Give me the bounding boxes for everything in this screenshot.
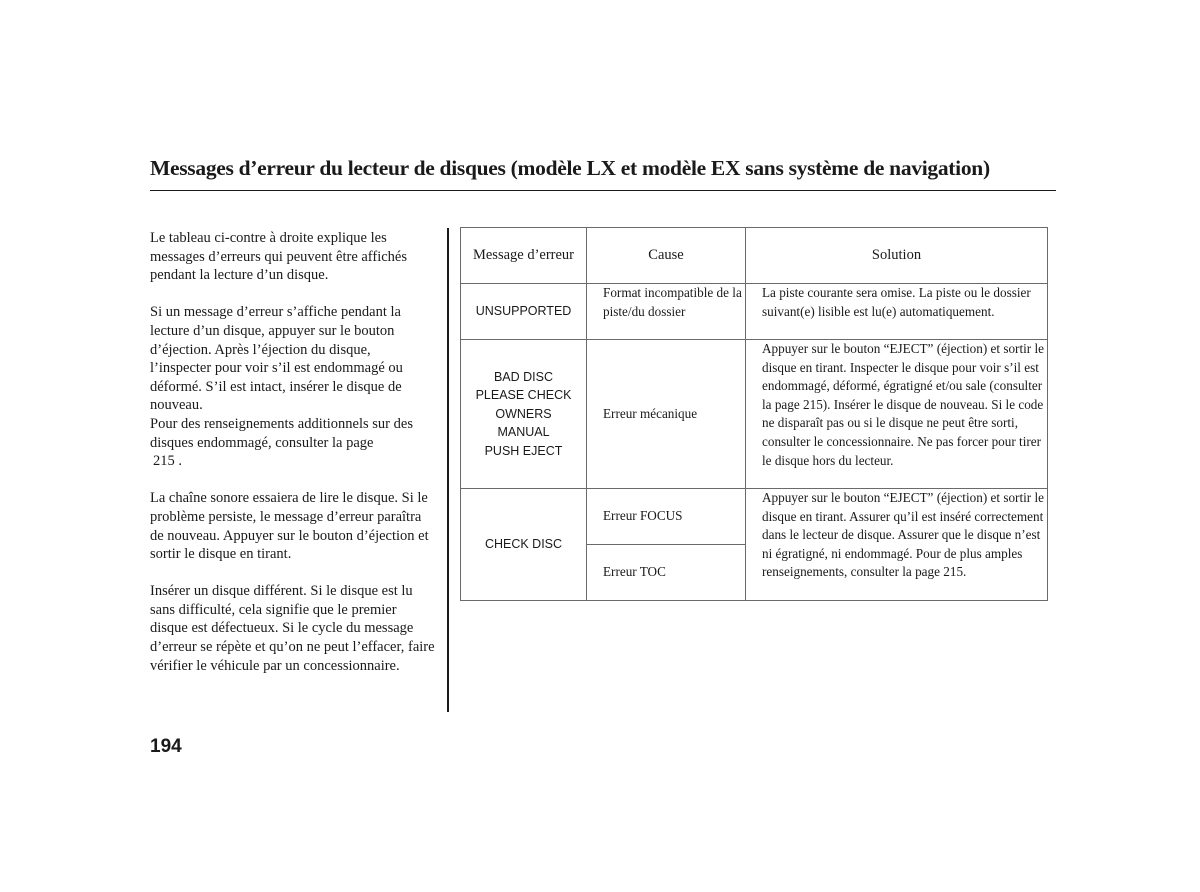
table-row bbox=[461, 489, 1048, 545]
error-message-table bbox=[460, 227, 1048, 601]
table-row bbox=[461, 284, 1048, 340]
table-header-row bbox=[461, 228, 1048, 284]
spacer bbox=[150, 564, 440, 583]
intro-paragraph: Insérer un disque différent. Si le disque est lu sans difficulté, cela signifie que le premier disque est défectueux. Si le cycle du message d’erreur se répète et qu’on ne peut l’effacer, faire vérifier le véhicule par un concessionnaire. bbox=[150, 583, 435, 674]
message-line: OWNERS bbox=[495, 406, 552, 421]
solution-cell: Appuyer sur le bouton “EJECT” (éjection) et sortir le disque en tirant. Assurer qu’il est inséré correctement dans le lecteur de disque. Assurer que le disque n’est ni égratigné, ni endommagé. Pour de plus amples renseignements, consulter la page 215. bbox=[746, 489, 1048, 601]
header-message: Message d’erreur bbox=[461, 228, 587, 284]
intro-paragraph: La chaîne sonore essaiera de lire le disque. Si le problème persiste, le message d’erreur paraîtra de nouveau. Appuyer sur le bouton d’éjection et sortir le disque en tirant. bbox=[150, 490, 429, 563]
page-reference: 215 . bbox=[153, 453, 182, 470]
error-message-unsupported: UNSUPPORTED bbox=[461, 284, 587, 340]
page-number: 194 bbox=[150, 736, 182, 757]
header-solution: Solution bbox=[746, 228, 1048, 284]
intro-paragraph: Pour des renseignements additionnels sur des disques endommagé, consulter la page bbox=[150, 415, 413, 451]
solution-cell: Appuyer sur le bouton “EJECT” (éjection) et sortir le disque en tirant. Inspecter le disque pour voir s’il est endommagé, déformé, égratigné et/ou sale (consulter la page 215). Insérer le disque de nouveau. Si le code ne disparaît pas ou si le disque ne peut être sorti, consulter le concessionnaire. Ne pas forcer pour tirer le disque hors du lecteur. bbox=[746, 340, 1048, 489]
cause-cell: Format incompatible de la piste/du dossier bbox=[587, 284, 746, 340]
message-line: BAD DISC bbox=[493, 369, 554, 384]
intro-paragraph: Le tableau ci-contre à droite explique les messages d’erreurs qui peuvent être affichés pendant la lecture d’un disque. bbox=[150, 230, 407, 284]
message-line: MANUAL bbox=[497, 425, 550, 440]
page-title: Messages d’erreur du lecteur de disques (modèle LX et modèle EX sans système de navigation) bbox=[150, 156, 990, 180]
error-message-bad-disc bbox=[461, 340, 587, 489]
error-message-check-disc: CHECK DISC bbox=[461, 489, 587, 601]
solution-cell: La piste courante sera omise. La piste ou le dossier suivant(e) lisible est lu(e) automatiquement. bbox=[746, 284, 1048, 340]
table-row bbox=[461, 340, 1048, 489]
cause-cell: Erreur TOC bbox=[587, 545, 746, 601]
intro-paragraph: Si un message d’erreur s’affiche pendant la lecture d’un disque, appuyer sur le bouton d’éjection. Après l’éjection du disque, l’inspecter pour voir s’il est endommagé ou déformé. S’il est intact, insérer le disque de nouveau. bbox=[150, 304, 403, 414]
intro-text bbox=[150, 229, 440, 675]
column-divider bbox=[447, 228, 449, 712]
spacer bbox=[150, 285, 440, 304]
message-line: PUSH EJECT bbox=[484, 443, 563, 458]
spacer bbox=[150, 471, 440, 490]
header-cause: Cause bbox=[587, 228, 746, 284]
message-line: PLEASE CHECK bbox=[475, 388, 572, 403]
cause-cell: Erreur FOCUS bbox=[587, 489, 746, 545]
cause-cell: Erreur mécanique bbox=[587, 340, 746, 489]
title-divider bbox=[150, 190, 1056, 191]
